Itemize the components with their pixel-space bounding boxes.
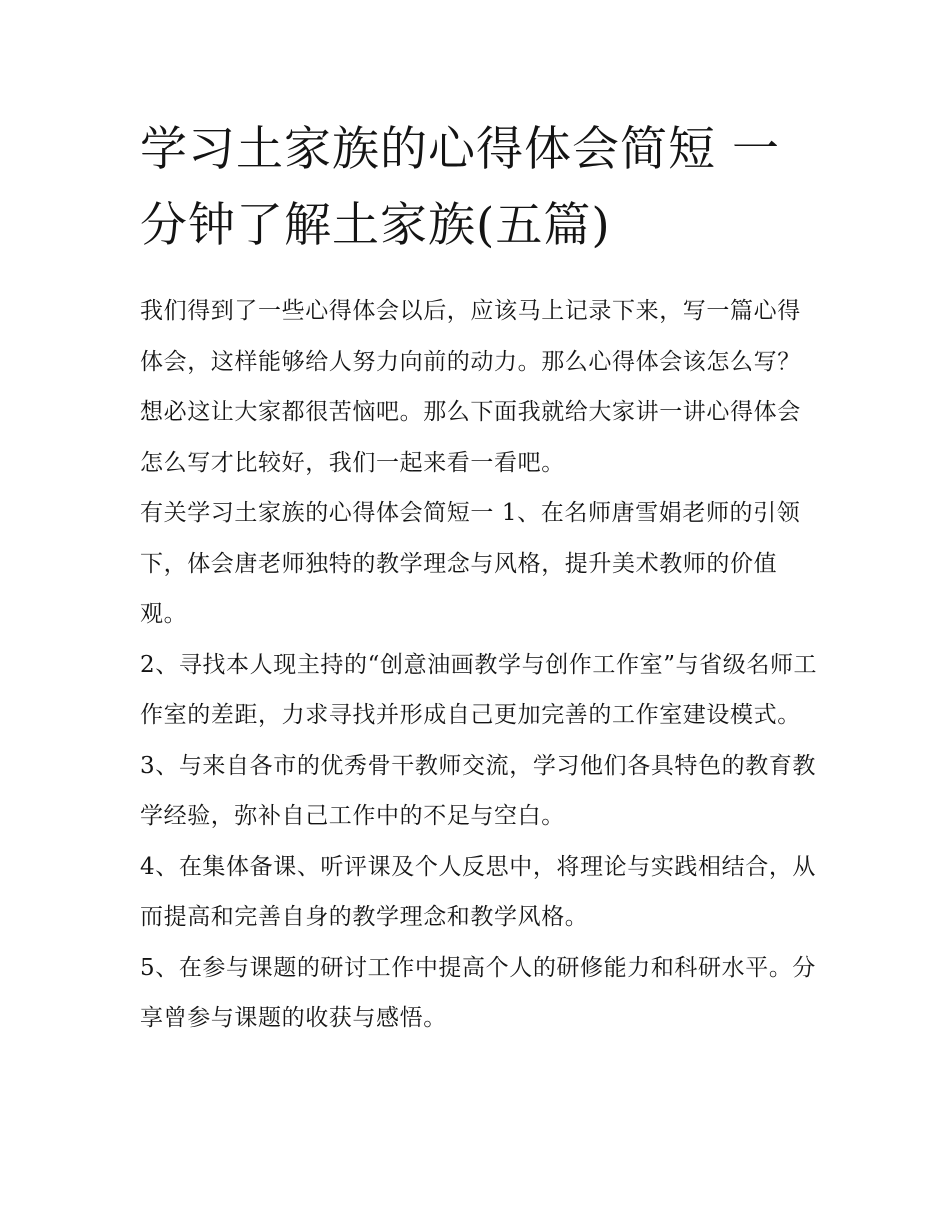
document-page [140,112,820,1044]
point-1-paragraph: 有关学习土家族的心得体会简短一 1、在名师唐雪娟老师的引领下，体会唐老师独特的教学理念与风格，提升美术教师的价值观。 [140,500,801,627]
point-5-paragraph: 5、在参与课题的研讨工作中提高个人的研修能力和科研水平。分享曾参与课题的收获与感悟。 [140,954,817,1031]
document-title [140,112,820,264]
title-line-1: 学习土家族的心得体会简短 一 [140,122,780,177]
point-3-paragraph: 3、与来自各市的优秀骨干教师交流，学习他们各具特色的教育教学经验，弥补自己工作中的不足与空白。 [140,752,817,829]
document-body [140,286,820,1044]
title-line-2: 分钟了解土家族(五篇) [140,198,611,253]
intro-paragraph: 我们得到了一些心得体会以后，应该马上记录下来，写一篇心得体会，这样能够给人努力向前的动力。那么心得体会该怎么写？想必这让大家都很苦恼吧。那么下面我就给大家讲一讲心得体会怎么写才比较好，我们一起来看一看吧。 [140,298,801,476]
point-2-paragraph: 2、寻找本人现主持的“创意油画教学与创作工作室”与省级名师工作室的差距，力求寻找并形成自己更加完善的工作室建设模式。 [140,651,818,728]
point-4-paragraph: 4、在集体备课、听评课及个人反思中，将理论与实践相结合，从而提高和完善自身的教学理念和教学风格。 [140,853,817,930]
